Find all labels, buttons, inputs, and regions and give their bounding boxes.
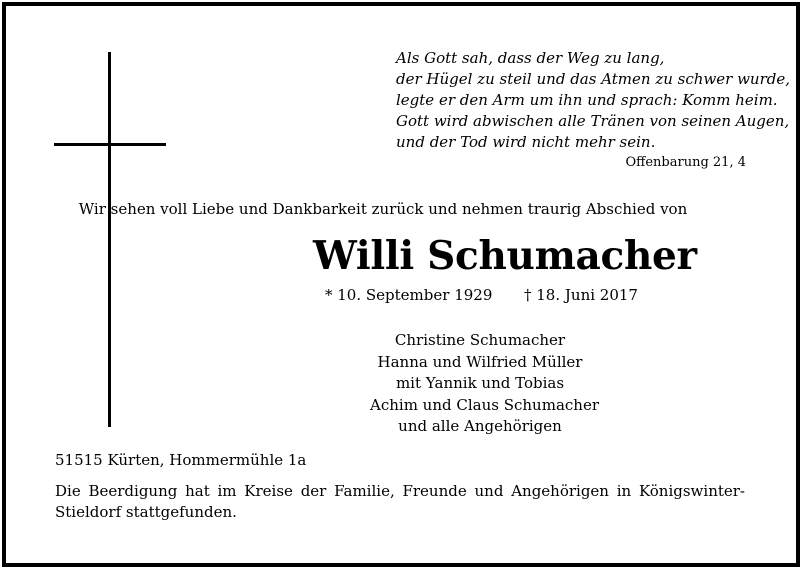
bible-verse bbox=[396, 48, 790, 153]
verse-line: Gott wird abwischen alle Tränen von seinen Augen, bbox=[396, 112, 790, 130]
verse-line: Als Gott sah, dass der Weg zu lang, bbox=[396, 49, 665, 67]
mourners-list bbox=[370, 330, 599, 438]
cross-horizontal-bar bbox=[54, 143, 166, 146]
cross-vertical-bar bbox=[108, 52, 111, 427]
mourner-line: und alle Angehörigen bbox=[398, 417, 562, 435]
verse-reference: Offenbarung 21, 4 bbox=[625, 155, 746, 170]
mourner-line: Achim und Claus Schumacher bbox=[370, 395, 599, 414]
farewell-intro-text: Wir sehen voll Liebe und Dankbarkeit zurück und nehmen traurig Abschied von bbox=[78, 200, 688, 218]
verse-line: und der Tod wird nicht mehr sein. bbox=[396, 133, 656, 151]
mourner-line: mit Yannik und Tobias bbox=[395, 374, 565, 392]
family-address: 51515 Kürten, Hommermühle 1a bbox=[55, 451, 307, 469]
deceased-name: Willi Schumacher bbox=[313, 233, 697, 279]
birth-date: * 10. September 1929 bbox=[325, 286, 493, 304]
verse-line: der Hügel zu steil und das Atmen zu schwer wurde, bbox=[396, 70, 790, 88]
death-date: † 18. Juni 2017 bbox=[524, 286, 638, 304]
funeral-note: Die Beerdigung hat im Kreise der Familie, Freunde und Angehörigen in Königswinter-Stieldorf stattgefunden. bbox=[55, 482, 745, 521]
farewell-intro bbox=[0, 200, 800, 218]
mourner-line: Hanna und Wilfried Müller bbox=[377, 352, 583, 371]
mourner-line: Christine Schumacher bbox=[394, 331, 566, 349]
verse-line: legte er den Arm um ihn und sprach: Komm heim. bbox=[396, 91, 778, 109]
